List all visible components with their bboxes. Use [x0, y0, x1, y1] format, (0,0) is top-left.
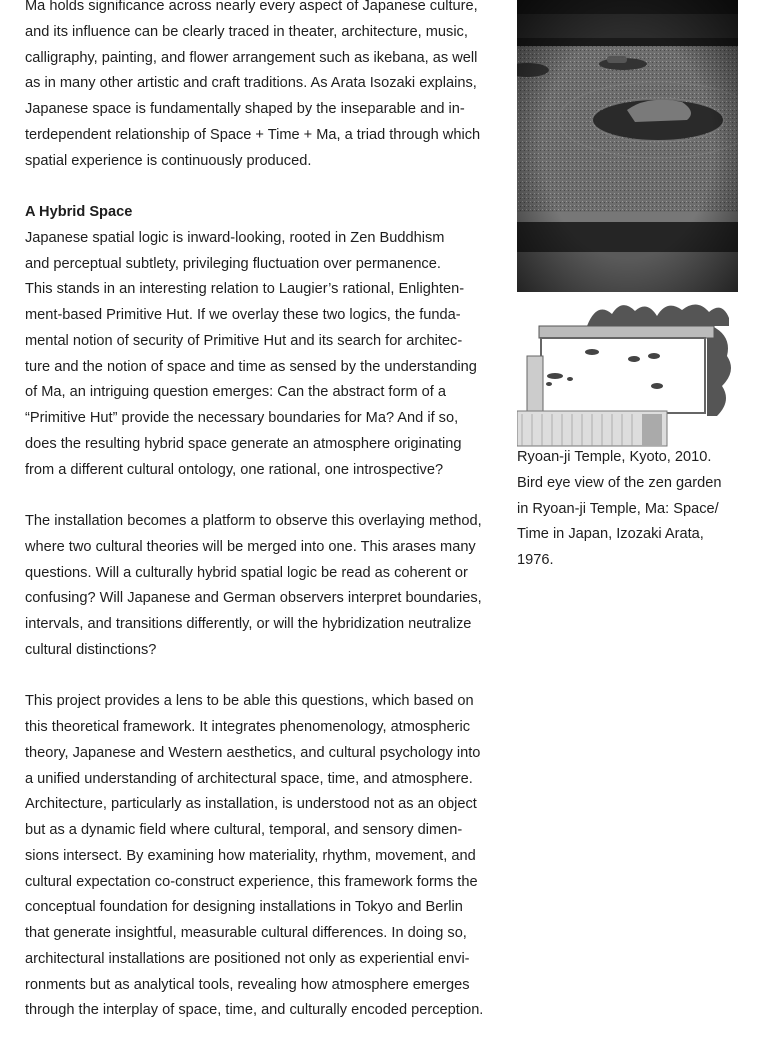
- paragraph-line: through the interplay of space, time, and culturally encoded perception.: [25, 1002, 484, 1019]
- paragraph-line: This stands in an interesting relation to Laugier’s rational, Enlighten-: [25, 281, 465, 298]
- paragraph-line: cultural expectation co-construct experience, this framework forms the: [25, 873, 478, 890]
- paragraph-line: terdependent relationship of Space + Time + Ma, a triad through which: [25, 126, 481, 143]
- paragraph-line: conceptual foundation for designing installations in Tokyo and Berlin: [25, 899, 463, 916]
- caption-line: in Ryoan-ji Temple, Ma: Space/: [517, 500, 719, 517]
- paragraph-line: spatial experience is continuously produced.: [25, 152, 312, 169]
- figure-caption: [517, 445, 752, 574]
- paragraph-line: calligraphy, painting, and flower arrangement such as ikebana, as well: [25, 49, 478, 66]
- paragraph-line: architectural installations are positioned not only as experiential envi-: [25, 950, 470, 967]
- section-heading: A Hybrid Space: [25, 204, 133, 220]
- paragraph-line: this theoretical framework. It integrates phenomenology, atmospheric: [25, 719, 471, 735]
- caption-line: Time in Japan, Izozaki Arata,: [517, 526, 704, 543]
- caption-line: Bird eye view of the zen garden: [517, 474, 722, 491]
- paragraph-line: does the resulting hybrid space generate an atmosphere originating: [25, 435, 462, 452]
- paragraph-gap: [25, 483, 515, 509]
- zen-garden-photo: [517, 0, 738, 292]
- paragraph-line: of Ma, an intriguing question emerges: Can the abstract form of a: [25, 384, 447, 401]
- paragraph-line: Japanese spatial logic is inward-looking, rooted in Zen Buddhism: [25, 229, 445, 246]
- paragraph-line: where two cultural theories will be merged into one. This arases many: [25, 538, 476, 555]
- paragraph-line: This project provides a lens to be able this questions, which based on: [25, 693, 474, 710]
- caption-line: 1976.: [517, 552, 554, 568]
- paragraph-line: theory, Japanese and Western aesthetics, and cultural psychology into: [25, 744, 481, 761]
- paragraph-gap: [25, 174, 515, 200]
- paragraph-line: Architecture, particularly as installation, is understood not as an object: [25, 796, 477, 813]
- paragraph-line: that generate insightful, measurable cultural differences. In doing so,: [25, 925, 467, 941]
- article-body: [25, 0, 515, 1024]
- paragraph-line: The installation becomes a platform to observe this overlaying method,: [25, 513, 482, 529]
- paragraph-line: “Primitive Hut” provide the necessary boundaries for Ma? And if so,: [25, 410, 459, 426]
- paragraph-line: ture and the notion of space and time as sensed by the understanding: [25, 358, 477, 375]
- paragraph-line: and its influence can be clearly traced in theater, architecture, music,: [25, 23, 468, 40]
- paragraph-line: questions. Will a culturally hybrid spatial logic be read as coherent or: [25, 564, 468, 581]
- paragraph-line: Japanese space is fundamentally shaped by the inseparable and in-: [25, 101, 465, 117]
- garden-plan-drawing: [517, 296, 738, 448]
- paragraph-line: mental notion of security of Primitive Hut and its search for architec-: [25, 332, 463, 349]
- paragraph-gap: [25, 664, 515, 690]
- paragraph-line: sions intersect. By examining how materiality, rhythm, movement, and: [25, 847, 476, 864]
- paragraph-line: and perceptual subtlety, privileging fluctuation over permanence.: [25, 255, 441, 272]
- paragraph-line: intervals, and transitions differently, or will the hybridization neutralize: [25, 616, 472, 632]
- paragraph-line: confusing? Will Japanese and German observers interpret boundaries,: [25, 590, 482, 607]
- paragraph-line: from a different cultural ontology, one rational, one introspective?: [25, 461, 444, 478]
- paragraph-line: cultural distinctions?: [25, 641, 157, 658]
- paragraph-line: but as a dynamic field where cultural, temporal, and sensory dimen-: [25, 822, 463, 838]
- paragraph-line: ronments but as analytical tools, revealing how atmosphere emerges: [25, 976, 470, 993]
- paragraph-line: a unified understanding of architectural space, time, and atmosphere.: [25, 770, 473, 787]
- paragraph-line: ment-based Primitive Hut. If we overlay these two logics, the funda-: [25, 307, 461, 323]
- paragraph-line: Ma holds significance across nearly every aspect of Japanese culture,: [25, 0, 478, 14]
- caption-line: Ryoan-ji Temple, Kyoto, 2010.: [517, 449, 712, 465]
- paragraph-line: as in many other artistic and craft traditions. As Arata Isozaki explains,: [25, 75, 477, 92]
